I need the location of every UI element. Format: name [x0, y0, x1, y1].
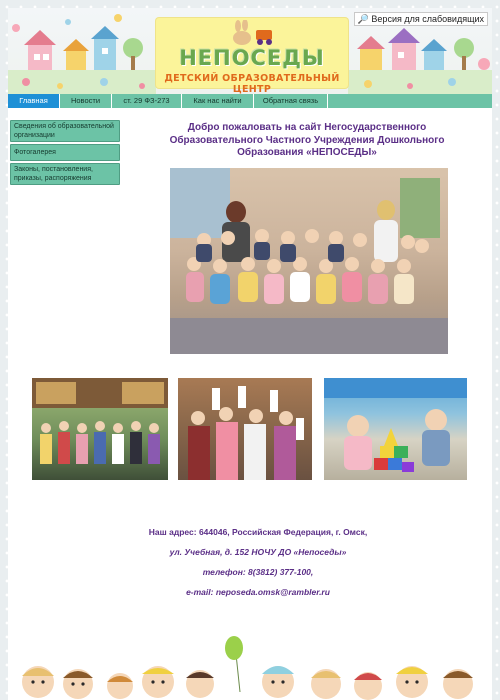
library-photo-image: [32, 378, 168, 480]
logo-title: НЕПОСЕДЫ: [179, 46, 325, 70]
accessibility-version-button[interactable]: 🔎 Версия для слабовидящих: [354, 12, 488, 26]
address-line-1: Наш адрес: 644046, Российская Федерация, г. Омск,: [148, 527, 368, 537]
toy-bunny-icon: [230, 20, 276, 46]
gallery-photo-blocks[interactable]: [324, 378, 467, 480]
phone-number: телефон: 8(3812) 377-100,: [202, 567, 314, 577]
tab-directions[interactable]: Как нас найти: [182, 94, 254, 108]
gallery-photo-library[interactable]: [32, 378, 168, 480]
tab-article-29[interactable]: ст. 29 ФЗ-273: [112, 94, 182, 108]
main-navigation: [8, 94, 492, 108]
logo-subtitle: ДЕТСКИЙ ОБРАЗОВАТЕЛЬНЫЙ ЦЕНТР: [164, 73, 340, 94]
cards-photo-image: [178, 378, 312, 480]
tab-feedback[interactable]: Обратная связь: [254, 94, 328, 108]
sidebar-item-laws[interactable]: Законы, постановления, приказы, распоряжения: [10, 163, 120, 185]
group-photo[interactable]: [170, 168, 448, 354]
group-photo-image: [170, 168, 448, 354]
welcome-heading: Добро пожаловать на сайт Негосударственного Образовательного Частного Учреждения Дошкольного Образования «НЕПОСЕДЫ»: [169, 122, 445, 158]
sidebar-menu: [10, 120, 120, 187]
address-line-2: ул. Учебная, д. 152 НОЧУ ДО «Непоседы»: [169, 547, 347, 557]
blocks-photo-image: [324, 378, 467, 480]
email-address[interactable]: e-mail: neposeda.omsk@rambler.ru: [186, 587, 330, 597]
tab-home[interactable]: Главная: [8, 94, 60, 108]
sidebar-item-organization-info[interactable]: Сведения об образовательной организации: [10, 120, 120, 142]
tab-news[interactable]: Новости: [60, 94, 112, 108]
footer-kids-illustration: [8, 632, 492, 700]
gallery-photo-cards[interactable]: [178, 378, 312, 480]
logo[interactable]: [156, 18, 348, 94]
header-banner: [8, 8, 492, 94]
page: [8, 8, 492, 700]
sidebar-item-photo-gallery[interactable]: Фотогалерея: [10, 144, 120, 161]
contact-info: [108, 522, 408, 602]
